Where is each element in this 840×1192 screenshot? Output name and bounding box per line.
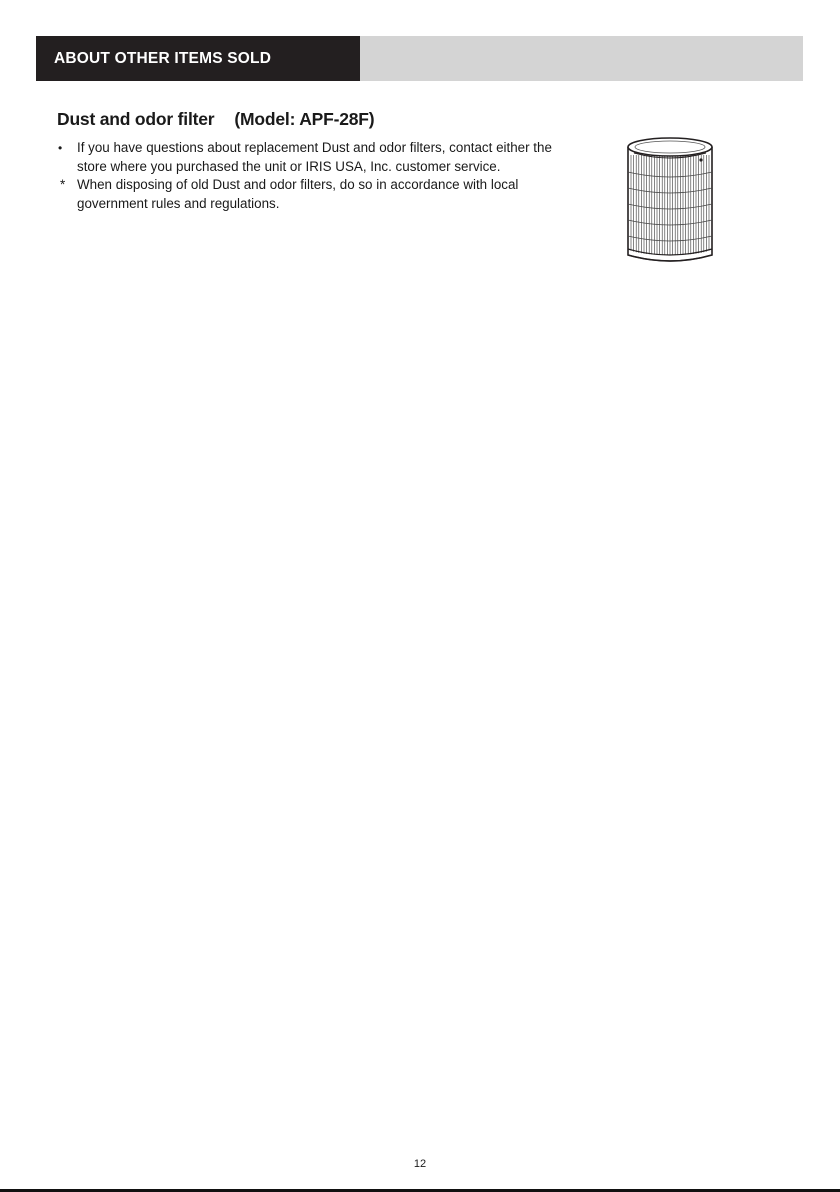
note-text: If you have questions about replacement Dust and odor filters, contact either the store where you purchased the unit or IRIS USA, Inc. customer service. (77, 140, 552, 174)
product-name: Dust and odor filter (57, 109, 215, 129)
section-header-label: ABOUT OTHER ITEMS SOLD SEPARATELY (36, 36, 360, 81)
asterisk-marker: * (60, 177, 66, 193)
product-notes (57, 139, 557, 213)
bullet-marker: • (58, 141, 63, 155)
note-text: When disposing of old Dust and odor filters, do so in accordance with local government rules and regulations. (77, 177, 519, 211)
page-number: 12 (413, 1158, 427, 1170)
note-replacement-questions (57, 139, 557, 176)
product-model: (Model: APF-28F) (234, 109, 375, 129)
note-disposal (57, 176, 557, 213)
product-title (57, 109, 374, 130)
section-header-band (36, 36, 803, 112)
cylindrical-air-filter-icon (620, 130, 720, 270)
